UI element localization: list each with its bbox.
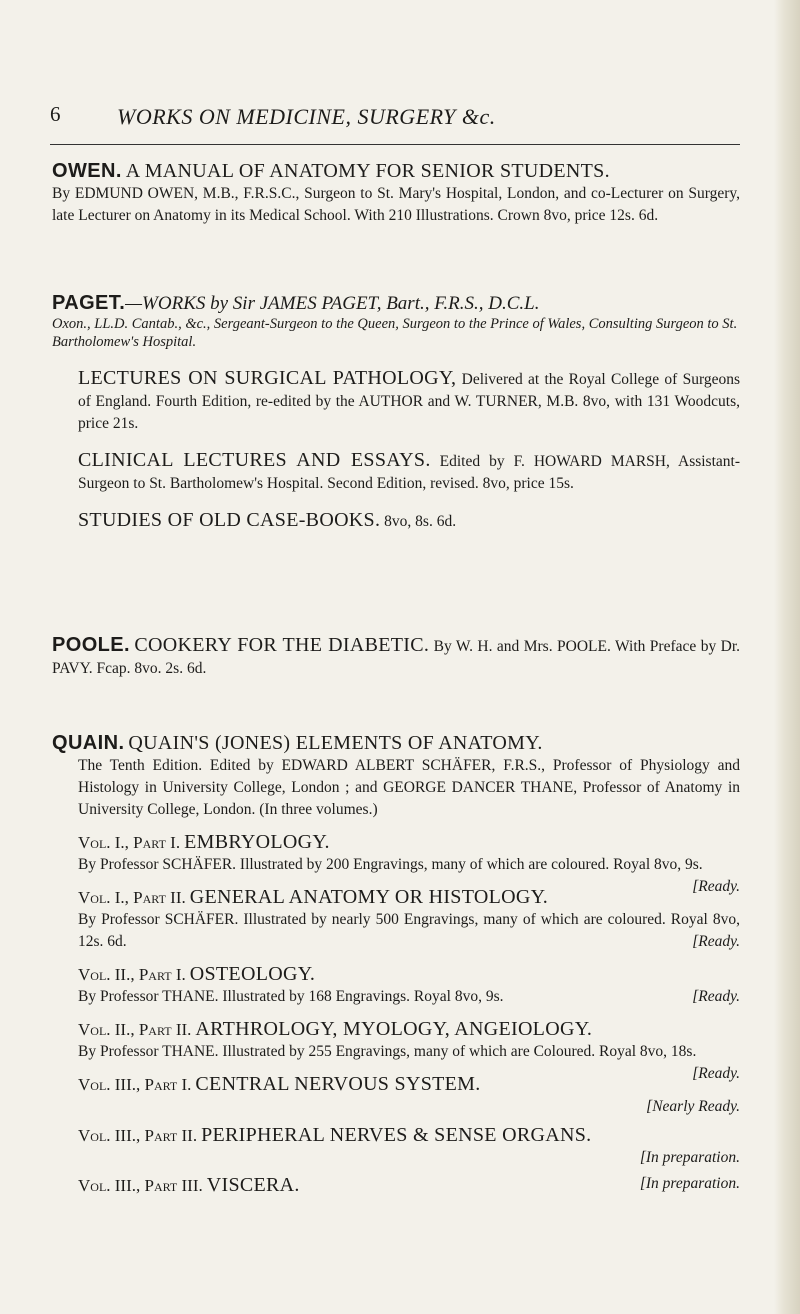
book-title: COOKERY FOR THE DIABETIC. xyxy=(134,634,430,656)
volume-label: Vol. III., Part I. xyxy=(78,1075,192,1094)
volume-label: Vol. III., Part III. xyxy=(78,1176,203,1195)
entry-quain xyxy=(52,732,740,1199)
volume-item xyxy=(78,1073,740,1118)
entry-owen xyxy=(52,160,740,227)
volume-title: EMBRYOLOGY. xyxy=(184,831,330,853)
volume-title: CENTRAL NERVOUS SYSTEM. xyxy=(195,1073,481,1095)
page-edge-shadow xyxy=(774,0,800,1314)
volume-label: Vol. II., Part I. xyxy=(78,965,186,984)
running-head: WORKS ON MEDICINE, SURGERY &c. xyxy=(117,104,496,129)
volume-title: VISCERA. xyxy=(206,1174,300,1196)
entry-poole xyxy=(52,634,740,680)
volume-label: Vol. III., Part II. xyxy=(78,1126,198,1145)
volume-label: Vol. II., Part II. xyxy=(78,1020,192,1039)
volume-status: [Nearly Ready. xyxy=(646,1098,740,1115)
volume-description: By Professor THANE. Illustrated by 168 Engravings. Royal 8vo, 9s. xyxy=(78,988,504,1005)
book-title: LECTURES ON SURGICAL PATHOLOGY, xyxy=(78,367,457,389)
volume-title: GENERAL ANATOMY OR HISTOLOGY. xyxy=(189,886,549,908)
volume-title: ARTHROLOGY, MYOLOGY, ANGEIOLOGY. xyxy=(195,1018,593,1040)
volume-status: [In preparation. xyxy=(639,1175,740,1192)
volume-list xyxy=(52,831,740,1199)
author-credentials: Oxon., LL.D. Cantab., &c., Sergeant-Surgeon to the Queen, Surgeon to the Prince of Wales, Consulting Surgeon to St. Bartholomew's Hospital. xyxy=(52,316,738,350)
book-description: The Tenth Edition. Edited by EDWARD ALBERT SCHÄFER, F.R.S., Professor of Physiology and Histology in University College, London ; and GEORGE DANCER THANE, Professor of Anatomy in University College, London. (In three volumes.) xyxy=(78,757,740,818)
book-title: QUAIN'S (JONES) ELEMENTS OF ANATOMY. xyxy=(128,732,543,754)
volume-title: PERIPHERAL NERVES & SENSE ORGANS. xyxy=(201,1124,592,1146)
volume-status: [Ready. xyxy=(692,988,740,1005)
book-description: Delivered at the Royal College of Surgeons of England. Fourth Edition, re-edited by the AUTHOR and W. TURNER, M.B. 8vo, with 131 Woodcuts, price 21s. xyxy=(78,371,741,432)
volume-item xyxy=(78,886,740,953)
volume-status: [Ready. xyxy=(692,933,740,950)
volume-label: Vol. I., Part I. xyxy=(78,833,181,852)
volume-status: [Ready. xyxy=(692,1065,740,1082)
book-title: CLINICAL LECTURES AND ESSAYS. xyxy=(78,449,431,471)
book-description: Edited by F. HOWARD MARSH, Assistant-Surgeon to St. Bartholomew's Hospital. Second Edition, revised. 8vo, price 15s. xyxy=(78,453,740,492)
book-description: 8vo, 8s. 6d. xyxy=(384,513,457,530)
author-name: POOLE. xyxy=(52,634,130,656)
volume-status: [Ready. xyxy=(692,878,740,895)
entry-paget xyxy=(52,292,740,533)
author-heading: —WORKS by Sir JAMES PAGET, Bart., F.R.S., D.C.L. xyxy=(125,293,540,314)
book-description: By W. H. and Mrs. POOLE. With Preface by Dr. PAVY. Fcap. 8vo. 2s. 6d. xyxy=(52,638,741,677)
volume-item xyxy=(78,963,740,1008)
volume-title: OSTEOLOGY. xyxy=(189,963,316,985)
book-title: STUDIES OF OLD CASE-BOOKS. xyxy=(78,509,381,531)
book-title: A MANUAL OF ANATOMY FOR SENIOR STUDENTS. xyxy=(125,160,610,182)
page-number: 6 xyxy=(50,102,61,126)
author-name: PAGET. xyxy=(52,292,126,314)
volume-item xyxy=(78,1018,740,1082)
author-name: OWEN. xyxy=(52,160,122,182)
volume-item xyxy=(78,1173,740,1199)
volume-description: By Professor THANE. Illustrated by 255 Engravings, many of which are Coloured. Royal 8vo, 18s. xyxy=(78,1043,697,1060)
volume-description: By Professor SCHÄFER. Illustrated by nearly 500 Engravings, many of which are coloured. Royal 8vo, 12s. 6d. xyxy=(78,911,740,950)
volume-label: Vol. I., Part II. xyxy=(78,888,186,907)
volume-item xyxy=(78,1124,740,1169)
volume-status: [In preparation. xyxy=(639,1149,740,1166)
volume-item xyxy=(78,831,740,895)
header-rule xyxy=(50,144,740,145)
volume-description: By Professor SCHÄFER. Illustrated by 200 Engravings, many of which are coloured. Royal 8vo, 9s. xyxy=(78,856,703,873)
book-description: By EDMUND OWEN, M.B., F.R.S.C., Surgeon to St. Mary's Hospital, London, and co-Lecturer on Surgery, late Lecturer on Anatomy in its Medical School. With 210 Illustrations. Crown 8vo, price 12s. 6d. xyxy=(52,185,740,224)
author-name: QUAIN. xyxy=(52,732,125,754)
